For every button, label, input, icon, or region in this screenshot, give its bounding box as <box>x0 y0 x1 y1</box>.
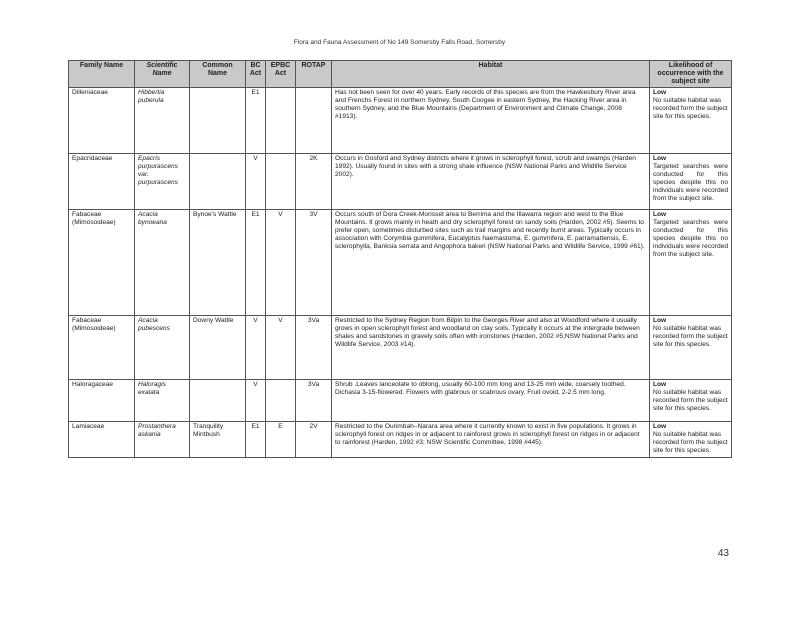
page-header: Flora and Fauna Assessment of No 149 Somersby Falls Road, Somersby <box>293 39 506 46</box>
likelihood-text: No suitable habitat was recorded form the subject site for this species. <box>653 325 728 349</box>
rotap-cell <box>296 88 332 154</box>
species-table <box>68 60 732 458</box>
common-cell: Bynoe's Wattle <box>190 210 246 316</box>
epbc-cell <box>266 88 296 154</box>
epbc-cell: V <box>266 210 296 316</box>
rotap-cell: 3Va <box>296 316 332 380</box>
common-cell: Downy Wattle <box>190 316 246 380</box>
table-row <box>69 380 732 422</box>
epbc-cell <box>266 380 296 422</box>
table-row <box>69 154 732 210</box>
col-epbc-act: EPBC Act <box>266 61 296 88</box>
family-cell: Epacridaceae <box>69 154 135 210</box>
family-cell: Lamiaceae <box>69 422 135 458</box>
likelihood-text: Targeted searches were conducted for this species despite this no individuals were recorded from the subject site. <box>653 163 728 203</box>
habitat-cell: Occurs south of Dora Creek-Morisset area to Berrima and the Illawarra region and west to the Blue Mountains. It grows mainly in heath and dry sclerophyll forest on sandy soils (Harden, 2002 #5). Seems to prefer open, sometimes disturbed sites such as trail margins and recently burnt areas. Typically occurs in association with Corymbia gummifera, Eucalyptus haemastoma, E. gummifera, E. parramattensis, E. sclerophylla, Banksia serrata and Angophora bakeri (NSW National Parks and Wildlife Service, 1999 #61). <box>332 210 650 316</box>
col-common: Common Name <box>190 61 246 88</box>
family-cell: Haloragaceae <box>69 380 135 422</box>
likelihood-cell <box>650 422 732 458</box>
family-cell: Fabaceae (Mimosoideae) <box>69 316 135 380</box>
common-cell: Tranquility Mintbush <box>190 422 246 458</box>
likelihood-level: Low <box>653 211 667 218</box>
habitat-cell: Shrub .Leaves lanceolate to oblong, usually 60-100 mm long and 13-25 mm wide, coarsely toothed. Dichasia 3-15-flowered. Flowers with glabrous or scabrous ovary. Fruit ovoid, 2-2.5 mm long. <box>332 380 650 422</box>
likelihood-cell <box>650 154 732 210</box>
likelihood-cell <box>650 88 732 154</box>
bc-cell: E1 <box>246 88 266 154</box>
likelihood-text: No suitable habitat was recorded form the subject site for this species. <box>653 431 728 455</box>
table-header-row <box>69 61 732 88</box>
family-cell: Dilleniaceae <box>69 88 135 154</box>
col-habitat: Habitat <box>332 61 650 88</box>
likelihood-cell <box>650 210 732 316</box>
bc-cell: V <box>246 154 266 210</box>
epbc-cell <box>266 154 296 210</box>
likelihood-text: No suitable habitat was recorded form the subject site for this species. <box>653 389 728 413</box>
likelihood-level: Low <box>653 155 667 162</box>
scientific-cell: Haloragis exalata <box>135 380 190 422</box>
scientific-cell: Epacris purpurascens var. purpurascens <box>135 154 190 210</box>
epbc-cell: E <box>266 422 296 458</box>
rotap-cell: 3Va <box>296 380 332 422</box>
likelihood-cell <box>650 316 732 380</box>
bc-cell: V <box>246 316 266 380</box>
col-scientific: Scientific Name <box>135 61 190 88</box>
habitat-cell: Restricted to the Ourimbah–Narara area where it currently known to exist in five populations. It grows in sclerophyll forest on ridges in or adjacent to rainforest grows in sclerophyll forest on ridges in or adjacent to rainforest (Harden, 1992 #3; NSW Scientific Committee, 1998 #445). <box>332 422 650 458</box>
col-rotap: ROTAP <box>296 61 332 88</box>
scientific-cell: Acacia bynoeana <box>135 210 190 316</box>
col-bc-act: BC Act <box>246 61 266 88</box>
rotap-cell: 2V <box>296 422 332 458</box>
bc-cell: E1 <box>246 422 266 458</box>
rotap-cell: 3V <box>296 210 332 316</box>
col-family: Family Name <box>69 61 135 88</box>
likelihood-level: Low <box>653 317 667 324</box>
scientific-cell: Acacia pubescens <box>135 316 190 380</box>
likelihood-text: Targeted searches were conducted for this species despite this no individuals were recorded from the subject site. <box>653 219 728 259</box>
likelihood-level: Low <box>653 89 667 96</box>
likelihood-level: Low <box>653 381 667 388</box>
common-cell <box>190 380 246 422</box>
family-cell: Fabaceae (Mimosoideae) <box>69 210 135 316</box>
habitat-cell: Has not been seen for over 40 years. Early records of this species are from the Hawkesbury River area and Frenchs Forest in northern Sydney, South Coogee in eastern Sydney, the Hacking River area in southern Sydney, and the Blue Mountains (Department of Environment and Climate Change, 2008 #1913). <box>332 88 650 154</box>
common-cell <box>190 154 246 210</box>
table-row <box>69 316 732 380</box>
table-row <box>69 88 732 154</box>
table-row <box>69 210 732 316</box>
col-likelihood: Likelihood of occurrence with the subject site <box>650 61 732 88</box>
bc-cell: V <box>246 380 266 422</box>
page-number: 43 <box>717 548 729 559</box>
scientific-cell: Prostanthera askania <box>135 422 190 458</box>
likelihood-level: Low <box>653 423 667 430</box>
epbc-cell: V <box>266 316 296 380</box>
habitat-cell: Occurs in Gosford and Sydney districts where it grows in sclerophyll forest, scrub and swamps (Harden 1992). Usually found in sites with a strong shale influence (NSW National Parks and Wildlife Service 2002). <box>332 154 650 210</box>
likelihood-cell <box>650 380 732 422</box>
table-row <box>69 422 732 458</box>
bc-cell: E1 <box>246 210 266 316</box>
common-cell <box>190 88 246 154</box>
habitat-cell: Restricted to the Sydney Region from Bilpin to the Georges River and also at Woodford where it usually grows in open sclerophyll forest and woodland on clay soils. Typically it occurs at the intergrade between shales and sandstones in gravely soils often with ironstones (Harden, 2002 #5;NSW National Parks and Wildlife Service, 2003 #14). <box>332 316 650 380</box>
scientific-cell: Hibbertia puberula <box>135 88 190 154</box>
likelihood-text: No suitable habitat was recorded form the subject site for this species. <box>653 97 728 121</box>
rotap-cell: 2K <box>296 154 332 210</box>
